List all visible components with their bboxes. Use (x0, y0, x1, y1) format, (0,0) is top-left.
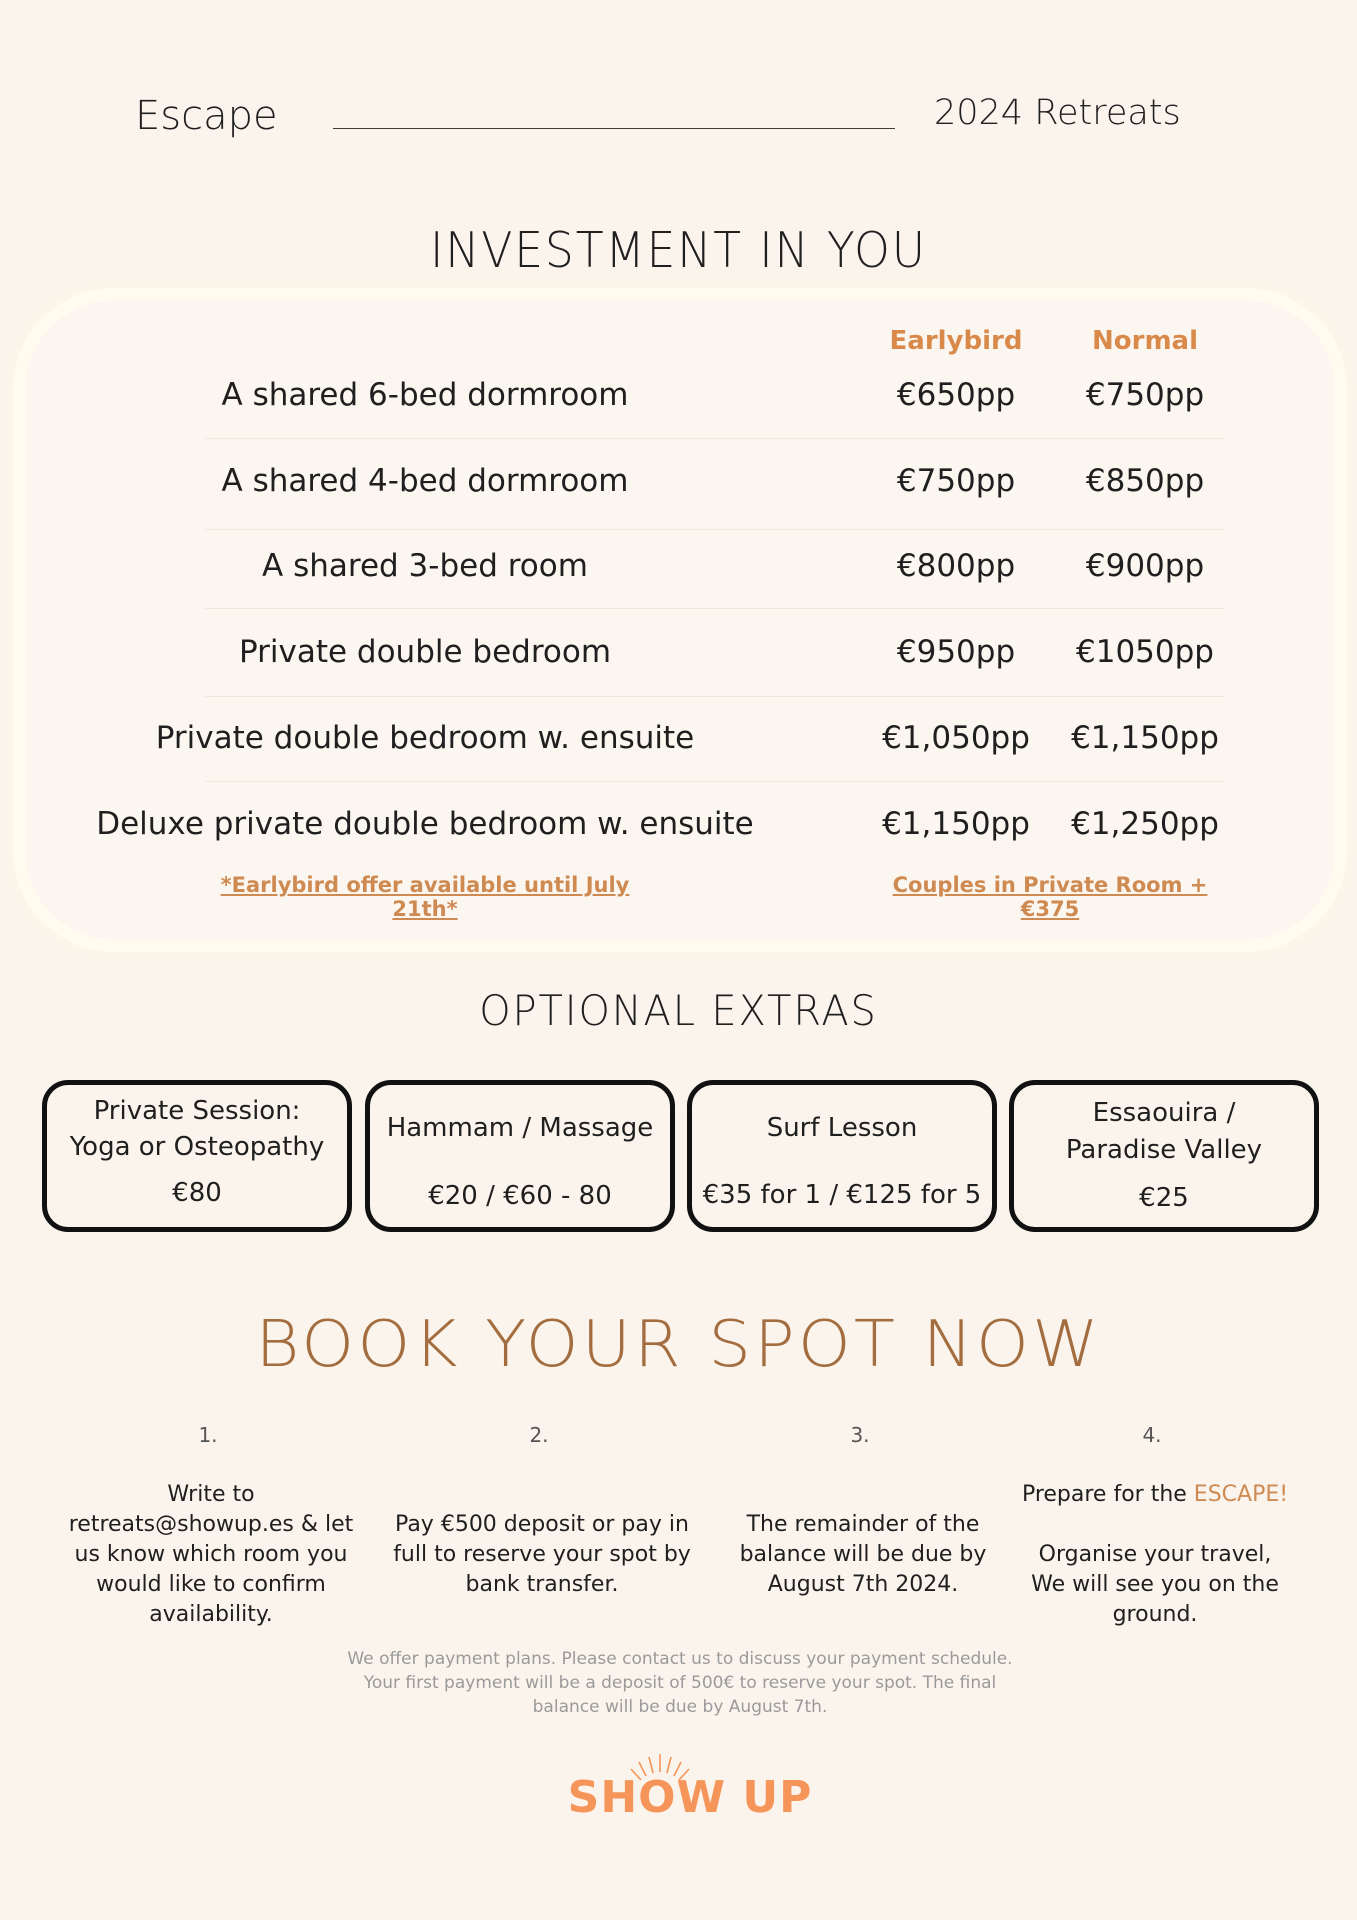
room-name: A shared 6-bed dormroom (221, 377, 629, 413)
payment-fine-print: We offer payment plans. Please contact us to discuss your payment schedule. Your first payment will be a deposit of 500€ to reserve your spot. The final balance will be due by August 7th. (347, 1649, 1013, 1717)
extra-name-line1: Hammam / Massage (386, 1113, 654, 1143)
header-divider (333, 128, 895, 129)
earlybird-note[interactable]: *Earlybird offer available until July 21th* (220, 873, 630, 921)
extra-name-line2: Paradise Valley (1065, 1135, 1263, 1165)
extra-card-hammam (365, 1080, 675, 1232)
price-row (0, 720, 1357, 780)
earlybird-price: €1,050pp (882, 720, 1030, 756)
row-divider (205, 696, 1225, 697)
price-row (0, 463, 1357, 523)
row-divider (205, 529, 1225, 530)
row-divider (205, 781, 1225, 782)
extra-price: €25 (1139, 1183, 1189, 1213)
normal-price: €1,150pp (1071, 720, 1219, 756)
step-4-escape-accent: ESCAPE! (1193, 1482, 1289, 1507)
price-row (0, 806, 1357, 866)
price-row (0, 377, 1357, 437)
earlybird-price: €950pp (896, 634, 1016, 670)
step-number: 4. (1142, 1423, 1162, 1447)
normal-price: €850pp (1085, 463, 1205, 499)
extra-name-line1: Surf Lesson (766, 1113, 918, 1143)
room-name: Deluxe private double bedroom w. ensuite (96, 806, 754, 842)
step-number: 3. (850, 1423, 870, 1447)
extras-title: OPTIONAL EXTRAS (479, 986, 878, 1035)
investment-title: INVESTMENT IN YOU (430, 222, 927, 279)
earlybird-price: €800pp (896, 548, 1016, 584)
column-header-normal: Normal (1092, 326, 1198, 356)
step-3-text: The remainder of the balance will be due by August 7th 2024. (739, 1512, 987, 1597)
step-4-prefix: Prepare for the (1021, 1482, 1194, 1507)
price-row (0, 548, 1357, 608)
room-name: A shared 4-bed dormroom (221, 463, 629, 499)
step-4-text (1005, 1480, 1305, 1630)
step-number: 1. (198, 1423, 218, 1447)
normal-price: €900pp (1085, 548, 1205, 584)
extra-name-line1: Private Session: (93, 1096, 301, 1126)
extra-price: €20 / €60 - 80 (428, 1181, 612, 1211)
room-name: Private double bedroom (238, 634, 612, 670)
row-divider (205, 608, 1225, 609)
logo-wordmark: SHOW UP (567, 1772, 813, 1820)
header-title-left: Escape (135, 93, 278, 139)
room-name: A shared 3-bed room (262, 548, 588, 584)
extra-name-line1: Essaouira / (1092, 1098, 1236, 1128)
step-1-text: Write to retreats@showup.es & let us know which room you would like to confirm availability. (68, 1482, 354, 1627)
extra-card-private-session (42, 1080, 352, 1232)
earlybird-price: €650pp (896, 377, 1016, 413)
price-row (0, 634, 1357, 694)
room-name: Private double bedroom w. ensuite (155, 720, 695, 756)
book-title: BOOK YOUR SPOT NOW (255, 1308, 1102, 1382)
couples-note[interactable]: Couples in Private Room + €375 (892, 873, 1208, 921)
column-header-earlybird: Earlybird (889, 326, 1023, 356)
header-title-right: 2024 Retreats (934, 93, 1181, 133)
normal-price: €750pp (1085, 377, 1205, 413)
normal-price: €1,250pp (1071, 806, 1219, 842)
extra-name-line2: Yoga or Osteopathy (69, 1132, 325, 1162)
step-number: 2. (529, 1423, 549, 1447)
step-4-line1 (1005, 1480, 1305, 1510)
extra-card-essaouira (1009, 1080, 1319, 1232)
step-2-text: Pay €500 deposit or pay in full to reserve your spot by bank transfer. (393, 1512, 691, 1597)
extra-price: €80 (172, 1178, 222, 1208)
step-4-body: Organise your travel, We will see you on the ground. (1031, 1542, 1279, 1627)
normal-price: €1050pp (1076, 634, 1214, 670)
extra-card-surf (687, 1080, 997, 1232)
earlybird-price: €1,150pp (882, 806, 1030, 842)
earlybird-price: €750pp (896, 463, 1016, 499)
show-up-logo (560, 1748, 820, 1820)
extra-price: €35 for 1 / €125 for 5 (702, 1180, 982, 1210)
row-divider (205, 438, 1225, 439)
